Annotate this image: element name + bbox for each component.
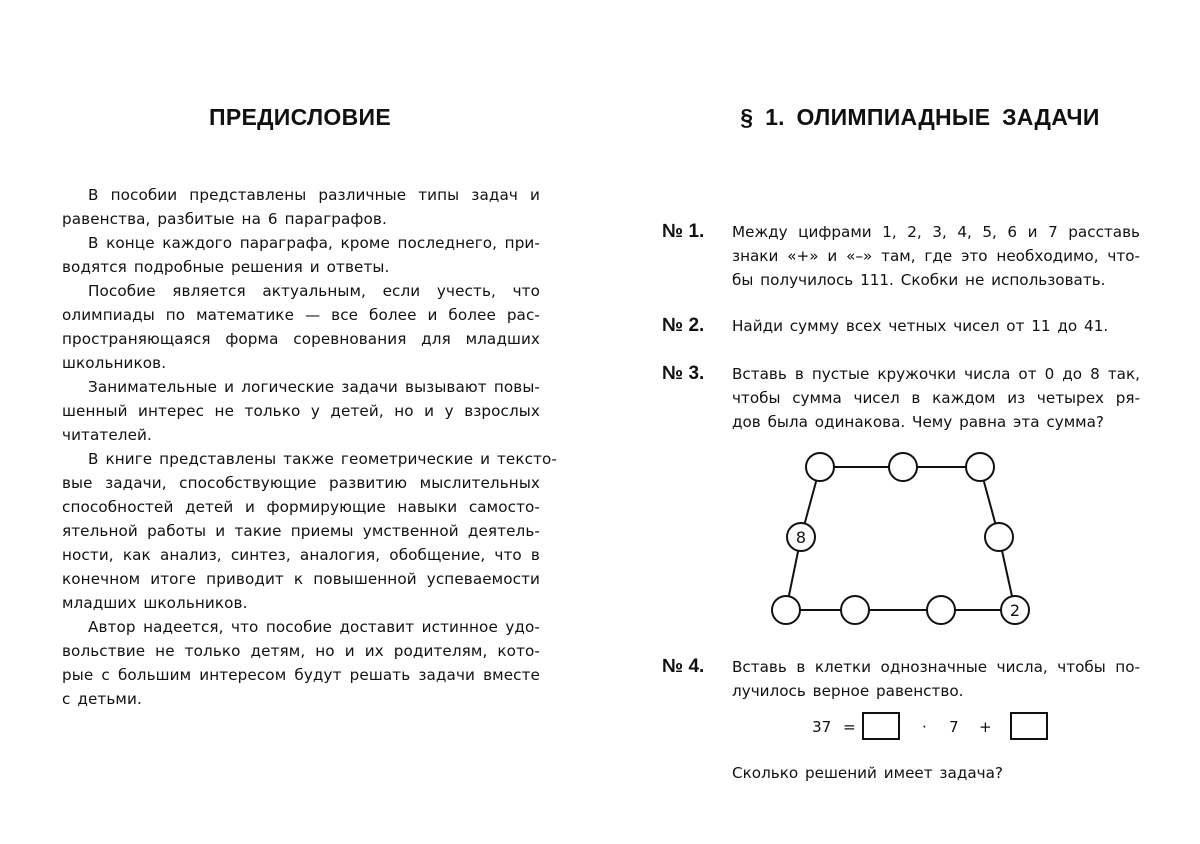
preface-line: пространяющаяся форма соревнования для младших <box>62 330 540 348</box>
preface-line: В книге представлены также геометрические и тексто- <box>88 450 558 468</box>
circle-value-bottom-right: 2 <box>1009 601 1021 620</box>
circle-bottom-middle-right[interactable] <box>927 596 955 624</box>
preface-line: с детьми. <box>62 690 142 708</box>
preface-line: водятся подробные решения и ответы. <box>62 258 390 276</box>
preface-line: В конце каждого параграфа, кроме последнего, при- <box>88 234 540 252</box>
circle-top-right[interactable] <box>966 453 994 481</box>
preface-line: ности, как анализ, синтез, аналогия, обобщение, что в <box>62 546 540 564</box>
circle-trapezoid-diagram <box>600 0 1200 844</box>
equation-lhs: 37 <box>812 718 832 736</box>
preface-line: вольствие не только детям, но и их родителям, кото- <box>62 642 540 660</box>
preface-line: В пособии представлены различные типы задач и <box>88 186 540 204</box>
task-line: Вставь в клетки однозначные числа, чтобы по- <box>732 658 1140 676</box>
preface-line: олимпиады по математике — все более и более рас- <box>62 306 540 324</box>
preface-line: вые задачи, способствующие развитию мыслительных <box>62 474 540 492</box>
circle-bottom-left[interactable] <box>772 596 800 624</box>
circle-top-left[interactable] <box>806 453 834 481</box>
answer-box-2[interactable] <box>1010 712 1048 740</box>
circle-bottom-middle-left[interactable] <box>841 596 869 624</box>
preface-line: рые с большим интересом будут решать задачи вместе <box>62 666 540 684</box>
task-number: № 3. <box>662 363 705 384</box>
circle-value-left-middle: 8 <box>795 528 807 547</box>
preface-line: школьников. <box>62 354 167 372</box>
task-line: Вставь в пустые кружочки числа от 0 до 8 так, <box>732 365 1140 383</box>
task-number: № 2. <box>662 315 705 336</box>
task-line: чтобы сумма чисел в каждом из четырех ря- <box>732 389 1140 407</box>
preface-line: младших школьников. <box>62 594 248 612</box>
circle-top-middle[interactable] <box>889 453 917 481</box>
task-number: № 1. <box>662 221 705 242</box>
preface-line: Автор надеется, что пособие доставит истинное удо- <box>88 618 540 636</box>
equation-times: · <box>922 718 927 736</box>
equation-factor: 7 <box>949 718 959 736</box>
section-title: § 1. ОЛИМПИАДНЫЕ ЗАДАЧИ <box>740 104 1100 130</box>
equation-equals: = <box>843 718 856 736</box>
preface-line: читателей. <box>62 426 152 444</box>
preface-line: равенства, разбитые на 6 параграфов. <box>62 210 387 228</box>
preface-title: ПРЕДИСЛОВИЕ <box>209 104 391 130</box>
task-4 <box>662 655 1142 703</box>
task-line: Между цифрами 1, 2, 3, 4, 5, 6 и 7 расставь <box>732 223 1140 241</box>
preface-line: Занимательные и логические задачи вызывают повы- <box>88 378 540 396</box>
equation-plus: + <box>979 718 992 736</box>
task-line: Найди сумму всех четных чисел от 11 до 41. <box>732 317 1109 335</box>
preface-line: шенный интерес не только у детей, но и у взрослых <box>62 402 540 420</box>
task-line: бы получилось 111. Скобки не использовать. <box>732 271 1106 289</box>
task-text <box>732 655 1140 703</box>
preface-line: ятельной работы и такие приемы умственной деятель- <box>62 522 540 540</box>
task-line: лучилось верное равенство. <box>732 682 964 700</box>
task-line: дов была одинакова. Чему равна эта сумма? <box>732 413 1104 431</box>
preface-body <box>62 183 558 711</box>
answer-box-1[interactable] <box>862 712 900 740</box>
circle-right-middle[interactable] <box>985 523 1013 551</box>
preface-line: Пособие является актуальным, если учесть, что <box>88 282 540 300</box>
right-page <box>600 0 1200 844</box>
task-line: знаки «+» и «–» там, где это необходимо, что- <box>732 247 1140 265</box>
task-number: № 4. <box>662 656 705 677</box>
preface-line: конечном итоге приводит к повышенной успеваемости <box>62 570 540 588</box>
task-4-question: Сколько решений имеет задача? <box>732 764 1003 782</box>
preface-line: способностей детей и формирующие навыки самосто- <box>62 498 540 516</box>
